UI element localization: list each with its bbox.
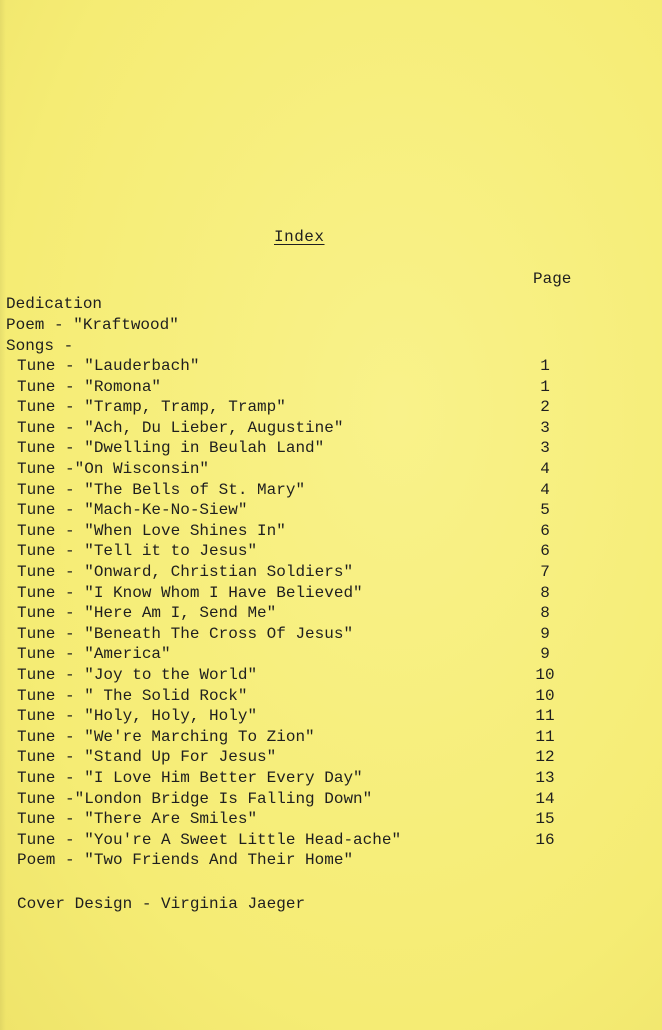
- index-entry-page-number: 9: [540, 645, 550, 664]
- index-entry-page-number: 4: [540, 480, 550, 499]
- index-entry-title: Poem - "Two Friends And Their Home": [17, 851, 354, 870]
- index-entry-page-number: 8: [540, 604, 550, 623]
- index-entry-title: Tune - "Romona": [17, 377, 162, 396]
- index-entry-title: Tune - "America": [17, 645, 171, 664]
- index-entry-title: Tune - "Holy, Holy, Holy": [17, 707, 258, 726]
- index-entry-title: Tune - "I Know Whom I Have Believed": [17, 583, 363, 602]
- index-entry-title: Tune - " The Solid Rock": [17, 686, 248, 705]
- index-entry-title: Tune - "Joy to the World": [17, 666, 258, 684]
- index-entry-title: Tune - "Tramp, Tramp, Tramp": [17, 398, 286, 417]
- index-entry-page-number: 16: [535, 830, 555, 849]
- index-entry-page-number: 10: [535, 666, 555, 684]
- index-entry-title: Tune - "You're A Sweet Little Head-ache": [17, 830, 402, 849]
- index-entry-title: Tune -"On Wisconsin": [17, 460, 210, 478]
- index-title: Index: [274, 228, 325, 246]
- index-entry-page-number: 15: [535, 810, 555, 829]
- index-entry-page-number: 1: [540, 357, 550, 375]
- index-entry-page-number: 1: [540, 377, 550, 396]
- index-entry-title: Tune - "The Bells of St. Mary": [17, 480, 306, 499]
- index-entry-title: Tune - "When Love Shines In": [17, 521, 286, 540]
- index-entry-page-number: 6: [540, 542, 550, 561]
- index-entry-page-number: 4: [540, 460, 550, 478]
- index-entry-page-number: 14: [535, 789, 555, 808]
- index-entry-title: Tune - "Lauderbach": [17, 357, 200, 375]
- front-matter-poem: Poem - "Kraftwood": [6, 316, 179, 334]
- index-entry-page-number: 3: [540, 418, 550, 437]
- index-entry-page-number: 5: [540, 501, 550, 520]
- index-entry-title: Tune - "Onward, Christian Soldiers": [17, 563, 354, 581]
- index-entry-title: Tune - "Stand Up For Jesus": [17, 748, 277, 767]
- index-entry-page-number: 9: [540, 624, 550, 643]
- index-entry-title: Tune - "Beneath The Cross Of Jesus": [17, 624, 354, 643]
- index-entry-title: Tune - "I Love Him Better Every Day": [17, 769, 363, 787]
- index-entry-page-number: 8: [540, 583, 550, 602]
- index-entry-page-number: 2: [540, 398, 550, 417]
- index-entry-title: Tune - "There Are Smiles": [17, 810, 258, 829]
- index-entry-page-number: 7: [540, 563, 550, 581]
- index-entry-page-number: 6: [540, 521, 550, 540]
- index-entry-title: Tune - "Tell it to Jesus": [17, 542, 258, 561]
- index-entry-page-number: 11: [535, 707, 555, 726]
- index-entry-page-number: 11: [535, 727, 555, 746]
- index-entry-title: Tune -"London Bridge Is Falling Down": [17, 789, 373, 808]
- index-entry-page-number: 13: [535, 769, 555, 787]
- front-matter-dedication: Dedication: [6, 295, 103, 313]
- index-entry-title: Tune - "Dwelling in Beulah Land": [17, 439, 325, 458]
- index-entry-page-number: 12: [535, 748, 555, 767]
- front-matter-songs: Songs -: [6, 337, 74, 355]
- page-column-header: Page: [533, 270, 572, 288]
- index-entry-page-number: 3: [540, 439, 550, 458]
- index-entry-title: Tune - "We're Marching To Zion": [17, 727, 315, 746]
- index-entry-title: Tune - "Ach, Du Lieber, Augustine": [17, 418, 344, 437]
- index-entry-page-number: 10: [535, 686, 555, 705]
- index-entry-title: Tune - "Here Am I, Send Me": [17, 604, 277, 623]
- cover-credit: Cover Design - Virginia Jaeger: [17, 895, 306, 913]
- index-entry-title: Tune - "Mach-Ke-No-Siew": [17, 501, 248, 520]
